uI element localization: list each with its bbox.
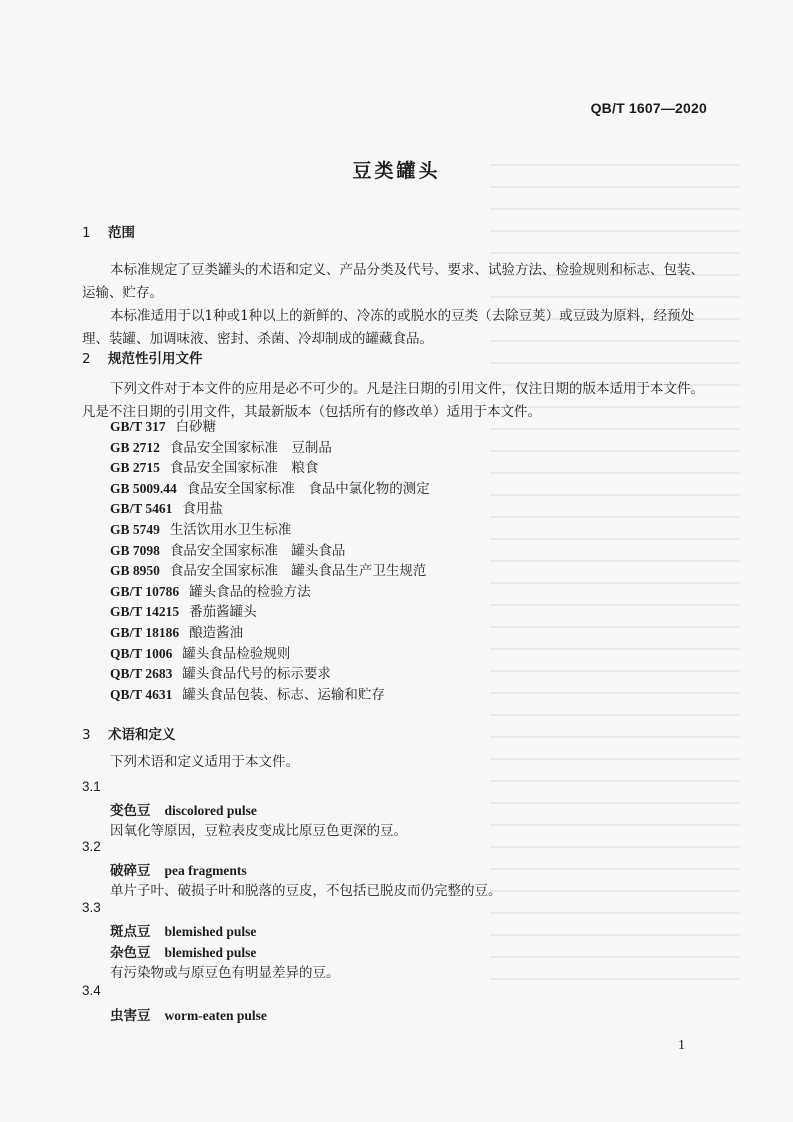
reference-title: 酿造酱油 — [189, 624, 244, 641]
reference-title: 食用盐 — [182, 501, 223, 518]
term-heading — [110, 920, 256, 940]
reference-code: GB/T 5461 — [110, 501, 173, 517]
paragraph: 本标准适用于以1种或1种以上的新鲜的、冷冻的或脱水的豆类（去除豆荚）或豆豉为原料，经预处理、装罐、加调味液、密封、杀菌、冷却制成的罐藏食品。 — [82, 308, 695, 347]
term-number: 3.4 — [82, 983, 101, 998]
reference-title: 食品安全国家标准 罐头食品 — [169, 542, 346, 559]
section-title: 范围 — [108, 225, 135, 241]
term-definition: 因氧化等原因，豆粒表皮变成比原豆色更深的豆。 — [110, 823, 407, 839]
paragraph: 本标准规定了豆类罐头的术语和定义、产品分类及代号、要求、试验方法、检验规则和标志、包装、运输、贮存。 — [82, 262, 704, 301]
term-heading-synonym — [110, 941, 256, 961]
reference-code: GB/T 317 — [110, 419, 166, 434]
section-number: 1 — [82, 225, 91, 241]
term-en: blemished pulse — [164, 924, 257, 939]
reference-code: GB 7098 — [110, 542, 160, 558]
reference-item — [110, 541, 670, 562]
term-en: discolored pulse — [164, 803, 257, 818]
section-heading-normative-refs — [82, 347, 203, 367]
reference-item — [110, 685, 670, 706]
section-title: 规范性引用文件 — [108, 351, 203, 367]
section-number: 2 — [82, 351, 91, 367]
reference-title: 白砂糖 — [175, 419, 217, 435]
reference-code: QB/T 4631 — [110, 686, 173, 702]
term-heading — [110, 799, 257, 819]
reference-item — [110, 479, 670, 500]
reference-title: 食品安全国家标准 罐头食品生产卫生规范 — [169, 563, 427, 580]
reference-code: GB/T 10786 — [110, 583, 180, 599]
page-number: 1 — [678, 1038, 685, 1053]
paragraph: 下列文件对于本文件的应用是必不可少的。凡是注日期的引用文件，仅注日期的版本适用于本文件。凡是不注日期的引用文件，其最新版本（包括所有的修改单）适用于本文件。 — [82, 381, 704, 420]
reference-code: GB 5749 — [110, 521, 160, 537]
reference-code: GB 8950 — [110, 563, 160, 579]
reference-code: GB 2712 — [110, 439, 160, 455]
section-title: 术语和定义 — [108, 727, 176, 743]
reference-title: 食品安全国家标准 豆制品 — [169, 439, 332, 456]
reference-list — [110, 417, 670, 705]
reference-code: GB/T 14215 — [110, 604, 180, 620]
paragraph: 下列术语和定义适用于本文件。 — [110, 754, 299, 770]
term-zh: 斑点豆 — [110, 924, 151, 940]
reference-title: 生活饮用水卫生标准 — [169, 521, 292, 538]
reference-title: 番茄酱罐头 — [189, 604, 257, 621]
reference-item — [110, 438, 670, 459]
term-heading — [110, 859, 247, 879]
reference-item — [110, 623, 670, 644]
term-zh: 虫害豆 — [110, 1008, 151, 1024]
reference-title: 罐头食品检验规则 — [182, 645, 291, 662]
document-title: 豆类罐头 — [352, 160, 441, 182]
reference-item — [110, 520, 670, 541]
reference-item — [110, 561, 670, 582]
reference-code: GB 2715 — [110, 460, 160, 476]
section-number: 3 — [82, 727, 91, 743]
reference-item — [110, 499, 670, 520]
reference-code: QB/T 1006 — [110, 645, 173, 661]
term-zh: 变色豆 — [110, 803, 151, 819]
term-en: worm-eaten pulse — [164, 1008, 267, 1023]
reference-item — [110, 458, 670, 479]
reference-item — [110, 417, 670, 438]
reference-item — [110, 644, 670, 665]
term-zh: 破碎豆 — [110, 863, 151, 879]
standard-code: QB/T 1607—2020 — [590, 100, 707, 116]
reference-title: 罐头食品的检验方法 — [189, 583, 311, 600]
term-definition: 单片子叶、破损子叶和脱落的豆皮，不包括已脱皮而仍完整的豆。 — [110, 883, 502, 899]
reference-item — [110, 602, 670, 623]
section-heading-terms — [82, 723, 176, 743]
reference-code: GB/T 18186 — [110, 624, 180, 640]
term-definition: 有污染物或与原豆色有明显差异的豆。 — [110, 965, 340, 981]
term-en: blemished pulse — [164, 945, 257, 960]
term-number: 3.3 — [82, 900, 101, 915]
term-number: 3.2 — [82, 839, 101, 854]
reference-code: GB 5009.44 — [110, 480, 177, 496]
term-number: 3.1 — [82, 779, 101, 794]
reference-title: 食品安全国家标准 粮食 — [169, 460, 319, 477]
reference-code: QB/T 2683 — [110, 666, 173, 682]
term-zh: 杂色豆 — [110, 945, 151, 961]
reference-item — [110, 582, 670, 603]
term-heading — [110, 1004, 267, 1024]
section-heading-scope — [82, 221, 135, 241]
reference-title: 罐头食品代号的标示要求 — [182, 666, 331, 683]
reference-item — [110, 664, 670, 685]
reference-title: 食品安全国家标准 食品中氯化物的测定 — [186, 480, 430, 497]
reference-title: 罐头食品包装、标志、运输和贮存 — [182, 686, 385, 703]
term-en: pea fragments — [164, 863, 247, 878]
